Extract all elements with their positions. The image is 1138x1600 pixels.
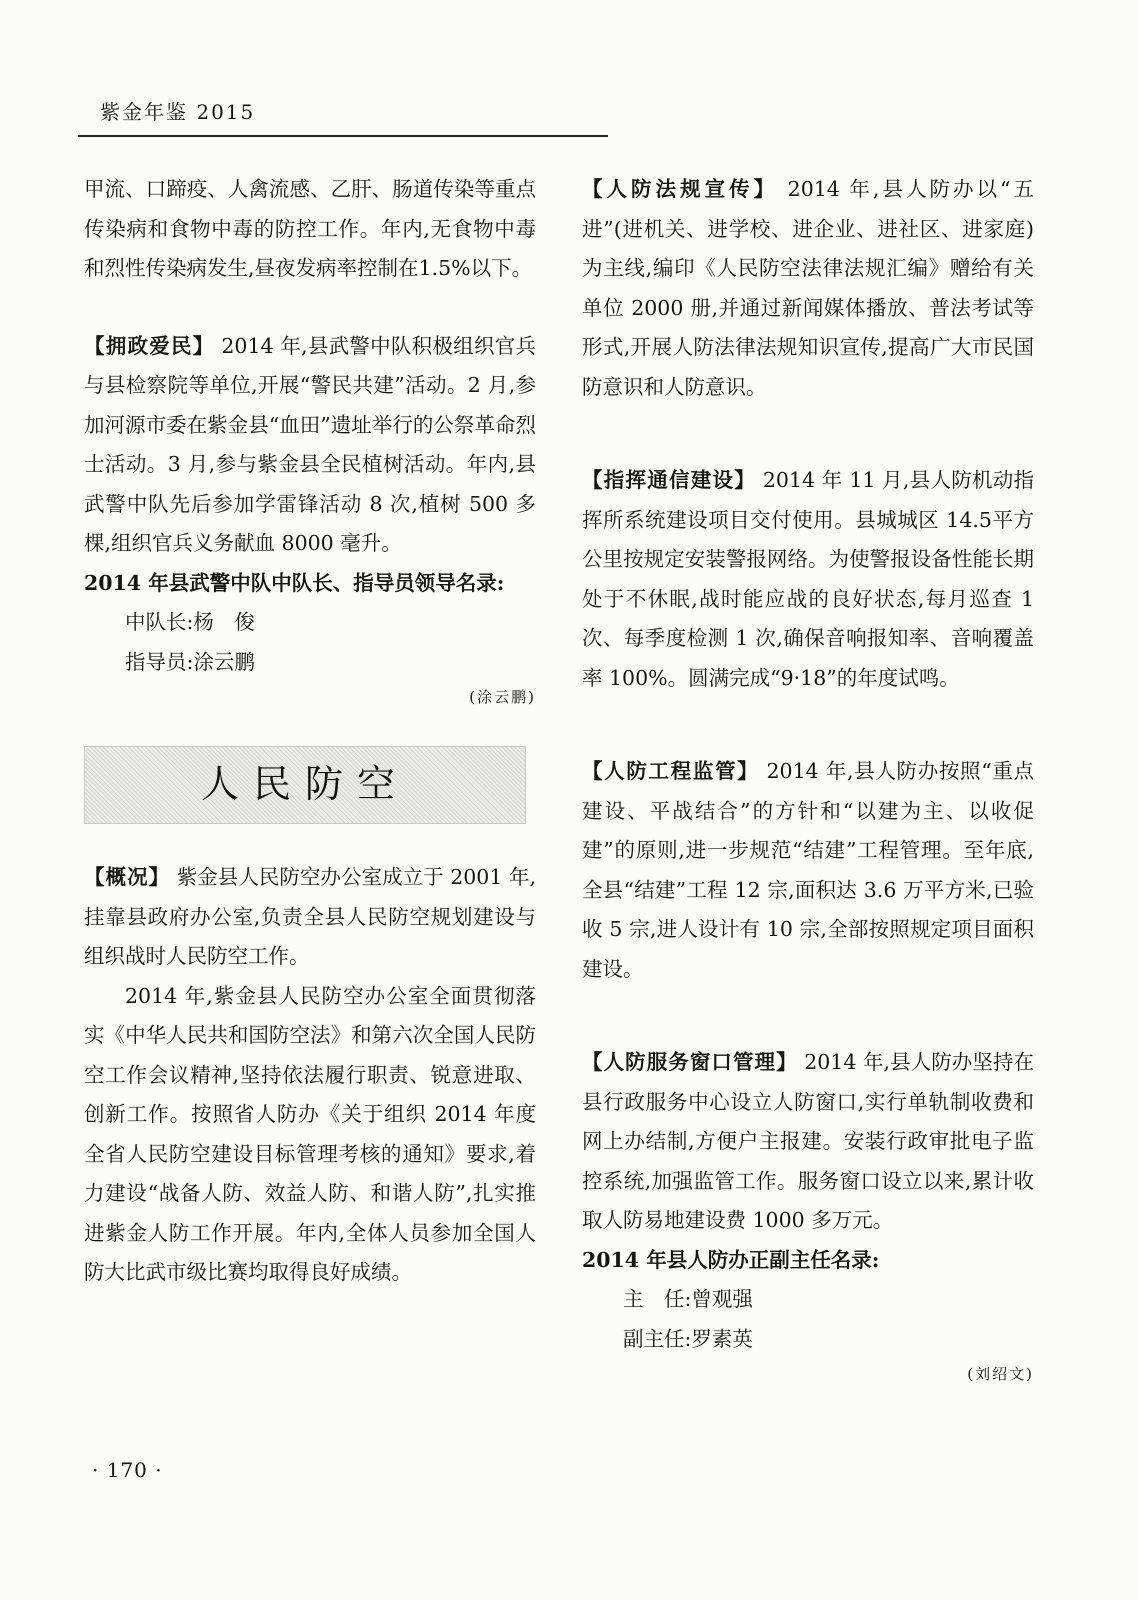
section-heading: 【人防工程监管】 xyxy=(582,759,760,783)
spacer xyxy=(582,407,1034,461)
running-head: 紫金年鉴 2015 xyxy=(100,100,256,124)
section-body: 2014 年,县人防办按照“重点建设、平战结合”的方针和“以建为主、以收促建”的原则,进一步规范“结建”工程管理。至年底,全县“结建”工程 12 宗,面积达 3.6 万平方米,已验收 5 宗,进人设计有 10 宗,全部按照规定项目面积建设。 xyxy=(582,759,1035,981)
spacer xyxy=(84,289,536,327)
page-number: · 170 · xyxy=(92,1458,163,1482)
header-rule xyxy=(78,135,608,137)
section-body: 紫金县人民防空办公室成立于 2001 年,挂靠县政府办公室,负责全县人民防空规划建设与组织战时人民防空工作。 xyxy=(84,865,536,968)
roster-line: 副主任:罗素英 xyxy=(623,1326,753,1351)
section-army-civilian xyxy=(84,327,536,564)
roster-title: 2014 年县人防办正副主任名录: xyxy=(582,1247,880,1272)
roster-title: 2014 年县武警中队中队长、指导员领导名录: xyxy=(84,570,505,595)
paragraph-work: 2014 年,紫金县人民防空办公室全面贯彻落实《中华人民共和国防空法》和第六次全国人民防空工作会议精神,坚持依法履行职责、锐意进取、创新工作。按照省人防办《关于组织 2014 年度全省人民防空建设目标管理考核的通知》要求,着力建设“战备人防、效益人防、和谐人防”,扎实推进紫金人防工作开展。年内,全体人员参加全国人防大比武市级比赛均取得良好成绩。 xyxy=(84,983,536,1284)
section-command-comm xyxy=(582,461,1034,698)
spacer xyxy=(582,698,1034,752)
section-body: 2014 年,县武警中队积极组织官兵与县检察院等单位,开展“警民共建”活动。2 月,参加河源市委在紫金县“血田”遗址举行的公祭革命烈士活动。3 月,参与紫金县全民植树活动。年内,县武警中队先后参加学雷锋活动 8 次,植树 500 多棵,组织官兵义务献血 8000 毫升。 xyxy=(84,333,536,555)
section-heading: 【拥政爱民】 xyxy=(84,333,215,358)
roster-line: 中队长:杨 俊 xyxy=(125,610,255,634)
section-engineering xyxy=(582,752,1034,989)
roster-line: 指导员:涂云鹏 xyxy=(125,649,255,674)
author-credit: (涂云鹏) xyxy=(469,688,536,706)
section-overview xyxy=(84,858,536,977)
section-heading: 【概况】 xyxy=(84,865,171,889)
author-credit: (刘绍文) xyxy=(967,1365,1034,1383)
spacer xyxy=(582,989,1034,1043)
section-banner xyxy=(84,746,526,824)
section-body: 2014 年,县人防办以“五进”(进机关、进学校、进企业、进社区、进家庭)为主线,编印《人民防空法律法规汇编》赠给有关单位 2000 册,并通过新闻媒体播放、普法考试等形式,开展人防法律法规知识宣传,提高广大市民国防意识和人防意识。 xyxy=(582,177,1035,399)
section-heading: 【人防服务窗口管理】 xyxy=(582,1050,798,1074)
right-column xyxy=(582,170,1034,1389)
banner-title: 人民防空 xyxy=(200,762,409,807)
paragraph-epidemic: 甲流、口蹄疫、人禽流感、乙肝、肠道传染等重点传染病和食物中毒的防控工作。年内,无食物中毒和烈性传染病发生,昼夜发病率控制在1.5%以下。 xyxy=(84,177,536,280)
section-service-window xyxy=(582,1043,1034,1241)
left-column xyxy=(84,170,536,1293)
section-body: 2014 年,县人防办坚持在县行政服务中心设立人防窗口,实行单轨制收费和网上办结制,方便户主报建。安装行政审批电子监控系统,加强监管工作。服务窗口设立以来,累计收取人防易地建设费 1000 多万元。 xyxy=(582,1050,1034,1232)
roster-line: 主 任:曾观强 xyxy=(623,1287,753,1311)
section-law-publicity xyxy=(582,170,1034,407)
section-heading: 【指挥通信建设】 xyxy=(582,468,757,492)
section-heading: 【人防法规宣传】 xyxy=(582,177,779,201)
section-body: 2014 年 11 月,县人防机动指挥所系统建设项目交付使用。县城城区 14.5平方公里按规定安装警报网络。为使警报设备性能长期处于不休眠,战时能应战的良好状态,每月巡查 1 次、每季度检测 1 次,确保音响报知率、音响覆盖率 100%。圆满完成“9·18”的年度试鸣。 xyxy=(582,468,1034,690)
